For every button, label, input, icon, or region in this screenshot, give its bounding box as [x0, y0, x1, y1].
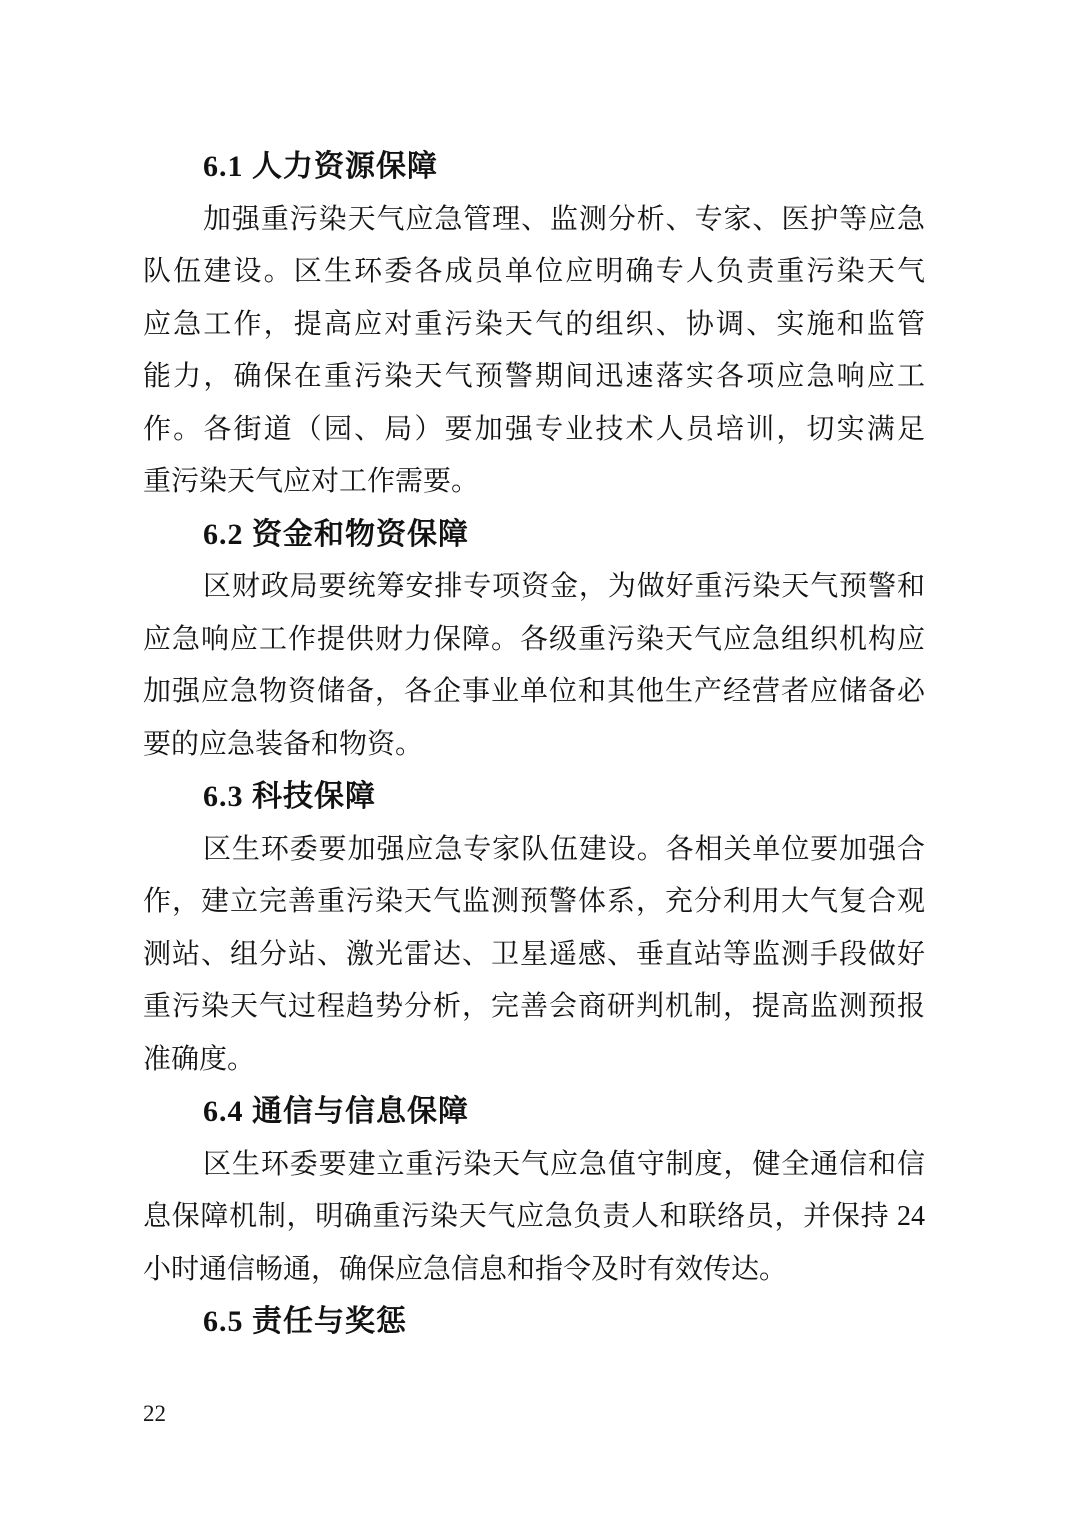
section-heading: 6.3 科技保障 — [203, 780, 376, 813]
paragraph-line: 区财政局要统筹安排专项资金，为做好重污染天气预警和 — [203, 571, 925, 602]
paragraph-line: 区生环委要建立重污染天气应急值守制度，健全通信和信 — [203, 1148, 925, 1180]
section-heading: 6.4 通信与信息保障 — [203, 1095, 469, 1128]
paragraph-line: 小时通信畅通，确保应急信息和指令及时有效传达。 — [143, 1253, 788, 1285]
section-heading: 6.5 责任与奖惩 — [203, 1305, 407, 1338]
paragraph-line: 要的应急装备和物资。 — [143, 728, 424, 760]
paragraph-line: 重污染天气过程趋势分析，完善会商研判机制，提高监测预报 — [143, 991, 925, 1022]
paragraph-line: 息保障机制，明确重污染天气应急负责人和联络员，并保持 24 — [143, 1201, 925, 1232]
section-heading: 6.1 人力资源保障 — [203, 150, 438, 183]
paragraph-line: 能力，确保在重污染天气预警期间迅速落实各项应急响应工 — [143, 361, 925, 392]
page-number: 22 — [143, 1401, 166, 1426]
paragraph-line: 应急响应工作提供财力保障。各级重污染天气应急组织机构应 — [143, 623, 925, 655]
paragraph-line: 加强应急物资储备，各企事业单位和其他生产经营者应储备必 — [143, 676, 925, 707]
paragraph-line: 区生环委要加强应急专家队伍建设。各相关单位要加强合 — [203, 833, 925, 865]
paragraph-line: 加强重污染天气应急管理、监测分析、专家、医护等应急 — [203, 203, 925, 235]
paragraph-line: 应急工作，提高应对重污染天气的组织、协调、实施和监管 — [143, 308, 925, 340]
paragraph-line: 测站、组分站、激光雷达、卫星遥感、垂直站等监测手段做好 — [143, 938, 925, 970]
paragraph-line: 准确度。 — [143, 1043, 256, 1075]
document-body — [143, 141, 925, 1349]
paragraph-line: 作。各街道（园、局）要加强专业技术人员培训，切实满足 — [143, 413, 925, 445]
section-heading: 6.2 资金和物资保障 — [203, 517, 469, 551]
paragraph-line: 队伍建设。区生环委各成员单位应明确专人负责重污染天气 — [143, 256, 925, 287]
paragraph-line: 重污染天气应对工作需要。 — [143, 466, 480, 497]
paragraph-line: 作，建立完善重污染天气监测预警体系，充分利用大气复合观 — [143, 886, 925, 917]
